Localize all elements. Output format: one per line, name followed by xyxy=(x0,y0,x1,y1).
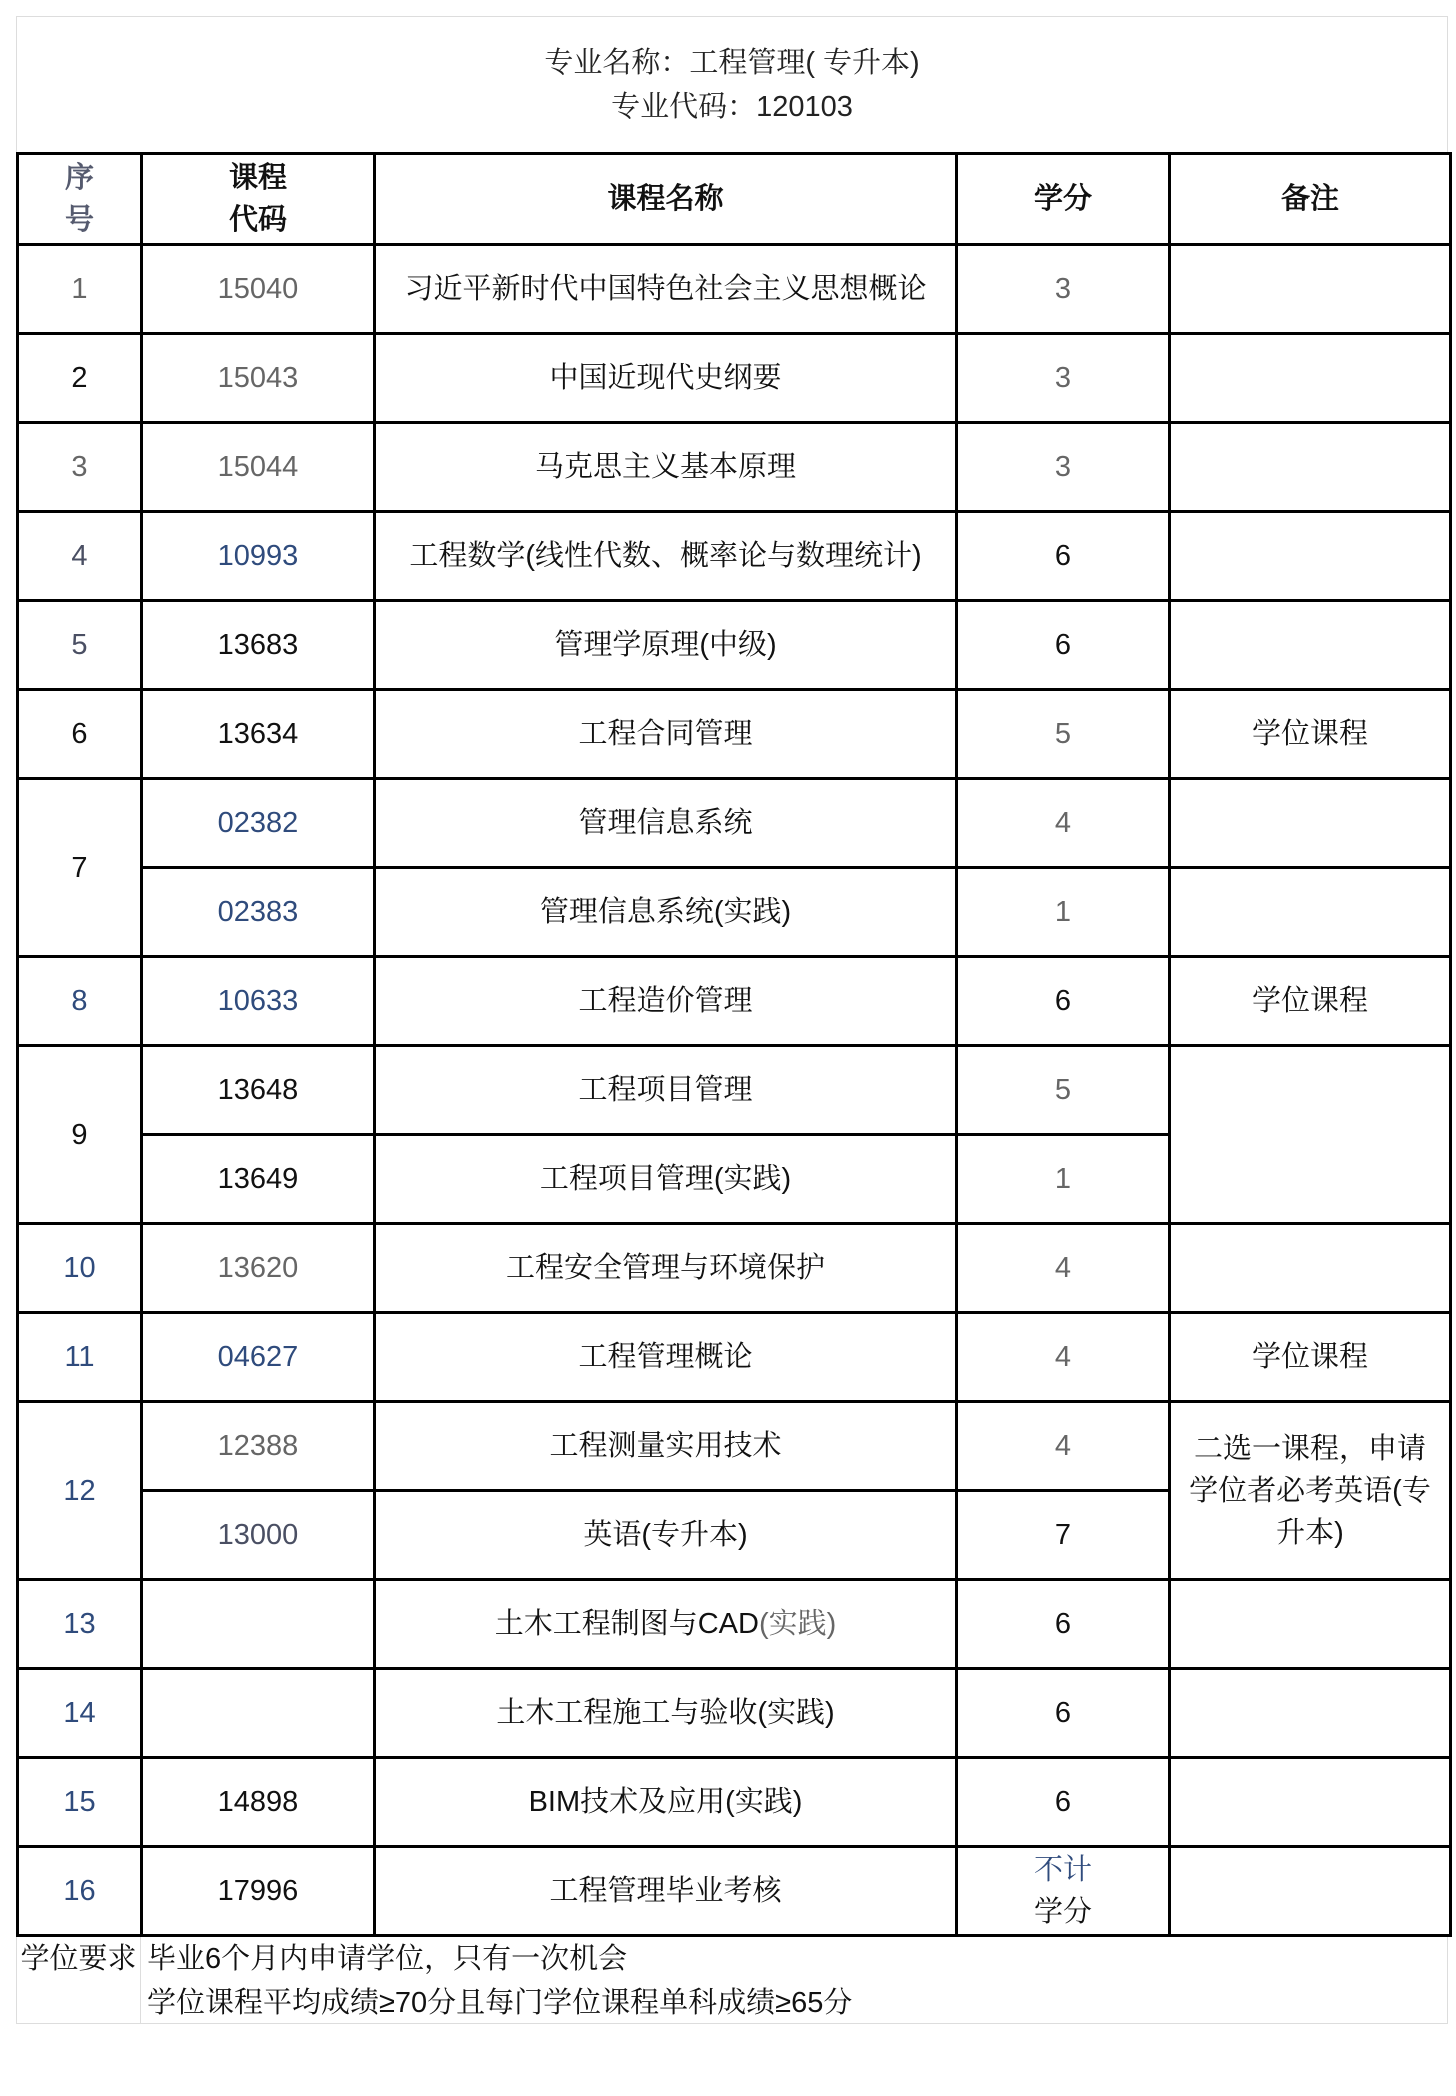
seq: 7 xyxy=(18,779,142,957)
seq: 12 xyxy=(18,1402,142,1580)
seq: 8 xyxy=(18,957,142,1046)
code: 13000 xyxy=(142,1491,375,1580)
seq: 4 xyxy=(18,512,142,601)
note: 学位课程 xyxy=(1170,957,1451,1046)
code: 13683 xyxy=(142,601,375,690)
table-row xyxy=(18,957,1451,1046)
credit: 6 xyxy=(957,512,1170,601)
degree-requirements-text xyxy=(141,1937,852,2023)
note xyxy=(1170,1758,1451,1847)
table-row xyxy=(18,1402,1451,1491)
table-row xyxy=(18,690,1451,779)
code: 13649 xyxy=(142,1135,375,1224)
note xyxy=(1170,512,1451,601)
credit: 6 xyxy=(957,601,1170,690)
name: 工程项目管理 xyxy=(375,1046,957,1135)
code: 04627 xyxy=(142,1313,375,1402)
note xyxy=(1170,245,1451,334)
credit: 1 xyxy=(957,1135,1170,1224)
note xyxy=(1170,779,1451,868)
note xyxy=(1170,334,1451,423)
note xyxy=(1170,1224,1451,1313)
name: 工程管理毕业考核 xyxy=(375,1847,957,1936)
code: 13634 xyxy=(142,690,375,779)
table-row xyxy=(18,334,1451,423)
degree-requirements-label: 学位要求 xyxy=(17,1937,141,2023)
name: BIM技术及应用(实践) xyxy=(375,1758,957,1847)
seq: 2 xyxy=(18,334,142,423)
note xyxy=(1170,1847,1451,1936)
name: 英语(专升本) xyxy=(375,1491,957,1580)
col-code-label: 课程代码 xyxy=(228,162,287,236)
code: 14898 xyxy=(142,1758,375,1847)
seq: 5 xyxy=(18,601,142,690)
name: 工程管理概论 xyxy=(375,1313,957,1402)
col-seq: 序 号 xyxy=(18,154,142,245)
table-row xyxy=(18,1669,1451,1758)
name: 工程测量实用技术 xyxy=(375,1402,957,1491)
table-row xyxy=(18,1313,1451,1402)
course-plan xyxy=(16,16,1448,2024)
table-row xyxy=(18,601,1451,690)
col-credit: 学分 xyxy=(957,154,1170,245)
seq: 9 xyxy=(18,1046,142,1224)
table-header xyxy=(18,154,1451,245)
credit: 1 xyxy=(957,868,1170,957)
credit: 3 xyxy=(957,245,1170,334)
seq: 14 xyxy=(18,1669,142,1758)
seq: 11 xyxy=(18,1313,142,1402)
seq: 3 xyxy=(18,423,142,512)
requirement-line: 学位课程平均成绩≥70分且每门学位课程单科成绩≥65分 xyxy=(147,1987,853,2019)
table-row xyxy=(18,512,1451,601)
note: 学位课程 xyxy=(1170,1313,1451,1402)
note xyxy=(1170,1669,1451,1758)
seq: 16 xyxy=(18,1847,142,1936)
seq: 1 xyxy=(18,245,142,334)
code: 15044 xyxy=(142,423,375,512)
col-code xyxy=(142,154,375,245)
note: 二选一课程，申请学位者必考英语(专升本) xyxy=(1170,1402,1451,1580)
credit: 6 xyxy=(957,1758,1170,1847)
code: 10633 xyxy=(142,957,375,1046)
course-table xyxy=(16,152,1452,1937)
name: 工程合同管理 xyxy=(375,690,957,779)
credit: 6 xyxy=(957,1580,1170,1669)
code: 15043 xyxy=(142,334,375,423)
name: 工程数学(线性代数、概率论与数理统计) xyxy=(375,512,957,601)
name: 土木工程制图与CAD(实践) xyxy=(375,1580,957,1669)
credit: 4 xyxy=(957,1313,1170,1402)
table-row xyxy=(18,1580,1451,1669)
table-row xyxy=(18,1046,1451,1135)
credit: 4 xyxy=(957,1224,1170,1313)
code: 13648 xyxy=(142,1046,375,1135)
note xyxy=(1170,1046,1451,1224)
name: 工程造价管理 xyxy=(375,957,957,1046)
table-row xyxy=(18,779,1451,868)
note xyxy=(1170,423,1451,512)
col-note: 备注 xyxy=(1170,154,1451,245)
code: 10993 xyxy=(142,512,375,601)
credit: 6 xyxy=(957,1669,1170,1758)
code: 15040 xyxy=(142,245,375,334)
name: 工程安全管理与环境保护 xyxy=(375,1224,957,1313)
table-row xyxy=(18,868,1451,957)
name: 中国近现代史纲要 xyxy=(375,334,957,423)
code: 12388 xyxy=(142,1402,375,1491)
col-name: 课程名称 xyxy=(375,154,957,245)
code: 17996 xyxy=(142,1847,375,1936)
code: 02383 xyxy=(142,868,375,957)
credit: 4 xyxy=(957,1402,1170,1491)
table-row xyxy=(18,1758,1451,1847)
major-name: 专业名称：工程管理( 专升本) xyxy=(544,46,920,79)
table-row xyxy=(18,1847,1451,1936)
note xyxy=(1170,1580,1451,1669)
note: 学位课程 xyxy=(1170,690,1451,779)
credit: 3 xyxy=(957,334,1170,423)
table-row xyxy=(18,245,1451,334)
major-code: 专业代码：120103 xyxy=(611,90,853,123)
credit: 7 xyxy=(957,1491,1170,1580)
title-block xyxy=(16,16,1448,152)
code: 02382 xyxy=(142,779,375,868)
credit: 5 xyxy=(957,690,1170,779)
note xyxy=(1170,868,1451,957)
name: 管理信息系统(实践) xyxy=(375,868,957,957)
note xyxy=(1170,601,1451,690)
credit: 5 xyxy=(957,1046,1170,1135)
table-row xyxy=(18,423,1451,512)
seq: 15 xyxy=(18,1758,142,1847)
credit: 6 xyxy=(957,957,1170,1046)
degree-requirements xyxy=(16,1937,1448,2024)
name: 马克思主义基本原理 xyxy=(375,423,957,512)
seq: 6 xyxy=(18,690,142,779)
name: 管理信息系统 xyxy=(375,779,957,868)
credit: 4 xyxy=(957,779,1170,868)
seq: 10 xyxy=(18,1224,142,1313)
name: 管理学原理(中级) xyxy=(375,601,957,690)
code xyxy=(142,1580,375,1669)
credit: 不计 学分 xyxy=(957,1847,1170,1936)
seq: 13 xyxy=(18,1580,142,1669)
credit: 3 xyxy=(957,423,1170,512)
code: 13620 xyxy=(142,1224,375,1313)
name: 工程项目管理(实践) xyxy=(375,1135,957,1224)
requirement-line: 毕业6个月内申请学位，只有一次机会 xyxy=(147,1943,628,1975)
name: 土木工程施工与验收(实践) xyxy=(375,1669,957,1758)
code xyxy=(142,1669,375,1758)
table-row xyxy=(18,1224,1451,1313)
name: 习近平新时代中国特色社会主义思想概论 xyxy=(375,245,957,334)
